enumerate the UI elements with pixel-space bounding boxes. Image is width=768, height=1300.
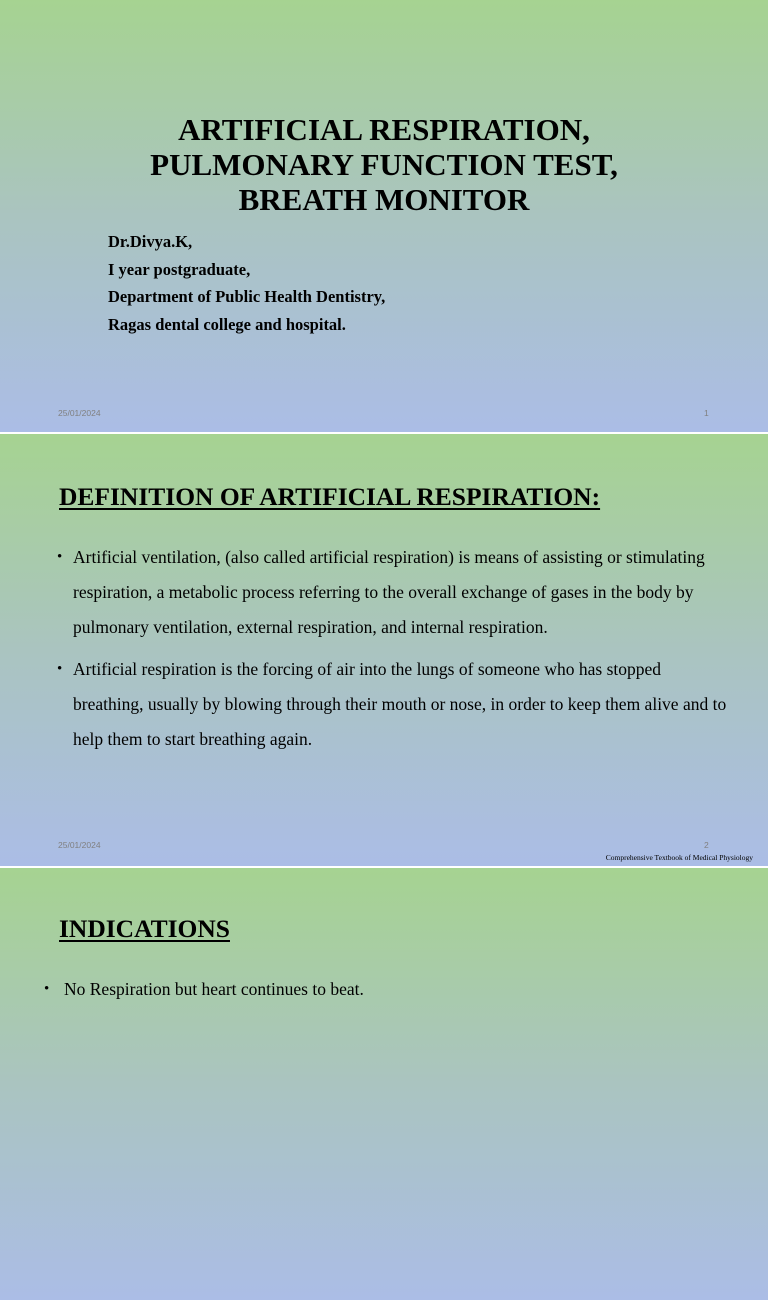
title-line-3: BREATH MONITOR: [238, 182, 530, 217]
author-block: [108, 228, 385, 338]
slide-number: 1: [704, 408, 709, 418]
bullet-marker: •: [57, 661, 63, 677]
bullet-marker: •: [57, 549, 63, 565]
bullet-list: [44, 972, 714, 1006]
list-item: [57, 540, 727, 645]
slide-heading: DEFINITION OF ARTIFICIAL RESPIRATION:: [59, 482, 601, 511]
slide-date: 25/01/2024: [58, 840, 101, 850]
bullet-list: [57, 540, 727, 764]
list-item: [57, 652, 727, 757]
slide-date: 25/01/2024: [58, 408, 101, 418]
slide-1: [0, 0, 768, 432]
title-line-1: ARTIFICIAL RESPIRATION,: [178, 112, 590, 147]
slide-heading: INDICATIONS: [59, 914, 230, 943]
slide-2: [0, 434, 768, 866]
title-line-2: PULMONARY FUNCTION TEST,: [150, 147, 618, 182]
slide-title: [0, 112, 768, 217]
bullet-text: Artificial respiration is the forcing of air into the lungs of someone who has stopped breathing, usually by blowing through their mouth or nose, in order to keep them alive and to help them to start breathing again.: [73, 659, 727, 749]
author-department: Department of Public Health Dentistry,: [108, 287, 386, 306]
bullet-text: No Respiration but heart continues to beat.: [64, 979, 364, 999]
bullet-marker: •: [44, 981, 50, 997]
reference-note: Comprehensive Textbook of Medical Physiology: [605, 853, 753, 862]
bullet-text: Artificial ventilation, (also called artificial respiration) is means of assisting or stimulating respiration, a metabolic process referring to the overall exchange of gases in the body by pulmonary ventilation, external respiration, and internal respiration.: [73, 547, 705, 637]
author-institution: Ragas dental college and hospital.: [108, 314, 346, 334]
slide-number: 2: [704, 840, 709, 850]
slide-3: [0, 868, 768, 1300]
author-name: Dr.Divya.K,: [108, 232, 193, 251]
list-item: [44, 972, 714, 1006]
author-year: I year postgraduate,: [108, 259, 251, 279]
